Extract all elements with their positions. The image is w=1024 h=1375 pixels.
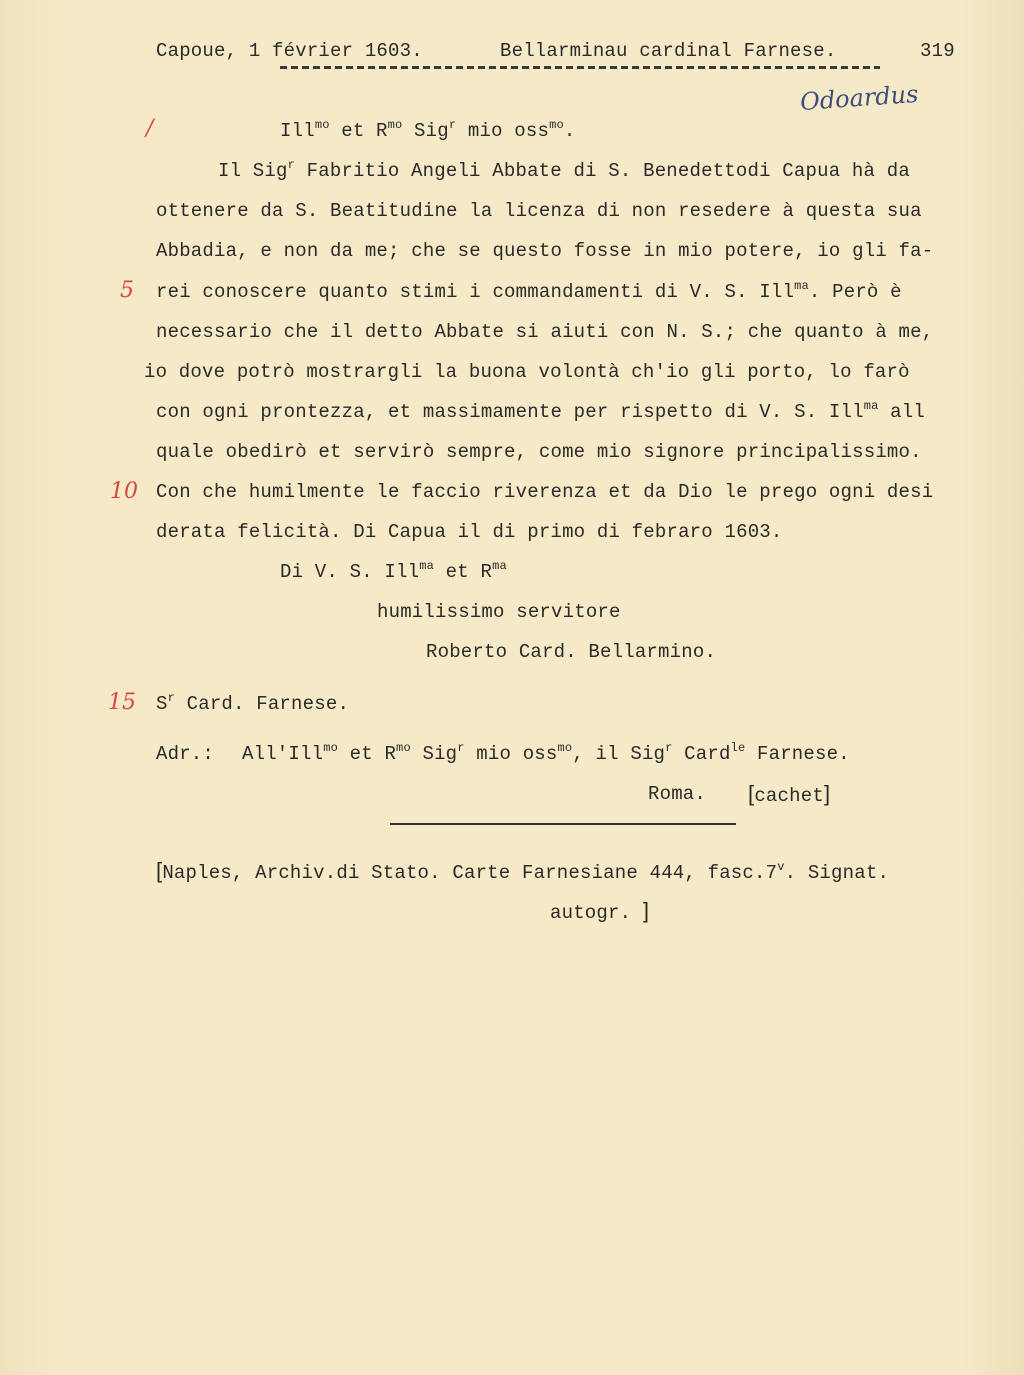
- closing-line-2: humilissimo servitore: [377, 601, 621, 623]
- line-number-1: /: [146, 116, 154, 141]
- line-number-15: 15: [108, 690, 136, 715]
- header-place-date: Capoue, 1 février 1603.: [156, 40, 423, 62]
- handwritten-name: Odoardus: [799, 79, 920, 117]
- signature-line: Roberto Card. Bellarmino.: [426, 641, 717, 663]
- line-number-5: 5: [120, 278, 134, 303]
- source-line-1: [Naples, Archiv.di Stato. Carte Farnesiane 444, fasc.7$^v$. Signat.: [156, 858, 890, 884]
- salutation: Ill$^{mo}$ et $R^{mo}$ Sig$^r$ mio oss$^{mo}$.: [280, 118, 576, 142]
- address-city: Roma.: [648, 783, 707, 805]
- source-line-2: autogr. ]: [550, 898, 650, 924]
- body-line-7: con ogni prontezza, et massimamente per rispetto di V. S. Ill$^{ma}$ all: [156, 399, 925, 423]
- address-line: All'Ill$^{mo}$ et $R^{mo}$ Sig$^r$ mio oss$^{mo}$, il Sig$^r$ Card$^{le}$ Farnese.: [242, 741, 850, 765]
- body-line-2: ottenere da S. Beatitudine la licenza di non resedere à questa sua: [156, 200, 922, 222]
- line-number-10: 10: [110, 479, 138, 504]
- body-line-9: Con che humilmente le faccio riverenza et da Dio le prego ogni desi: [156, 481, 934, 503]
- body-line-1: Il Sig$^r$ Fabritio Angeli Abbate di S. Benedettodi Capua hà da: [218, 158, 910, 182]
- body-line-3: Abbadia, e non da me; che se questo fosse in mio potere, io gli fa-: [156, 240, 934, 262]
- header-dashed-rule: [280, 66, 880, 69]
- body-line-8: quale obedirò et servirò sempre, come mio signore principalissimo.: [156, 441, 922, 463]
- seal-note: [cachet]: [748, 781, 831, 807]
- body-line-5: necessario che il detto Abbate si aiuti con N. S.; che quanto à me,: [156, 321, 934, 343]
- section-divider: [390, 823, 736, 825]
- closing-line-1: Di V. S. Ill$^{ma}$ et $R^{ma}$: [280, 559, 507, 583]
- body-line-4: rei conoscere quanto stimi i commandamenti di V. S. Ill$^{ma}$. Però è: [156, 279, 902, 303]
- header-correspondents: Bellarminau cardinal Farnese.: [500, 40, 837, 62]
- body-line-10: derata felicità. Di Capua il di primo di febraro 1603.: [156, 521, 783, 543]
- address-label: Adr.:: [156, 743, 215, 765]
- page-number: 319: [920, 40, 955, 62]
- body-line-6: io dove potrò mostrargli la buona volontà ch'io gli porto, lo farò: [144, 361, 910, 383]
- recipient-line: $S^r$ Card. Farnese.: [156, 691, 350, 715]
